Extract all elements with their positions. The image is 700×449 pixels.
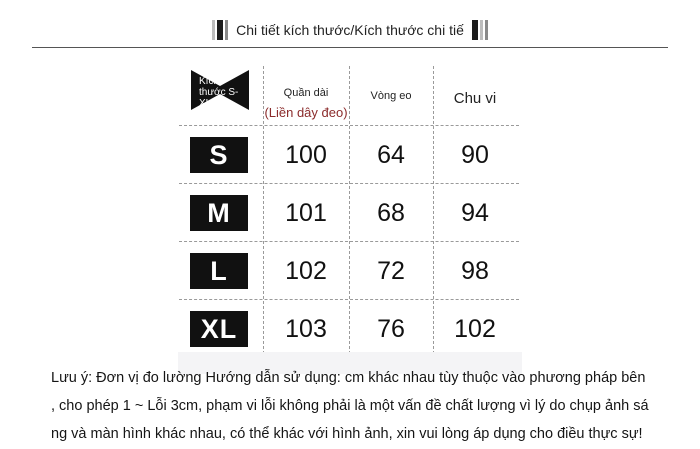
header-perimeter xyxy=(433,62,517,126)
table-row xyxy=(175,300,525,358)
note-line: , cho phép 1 ~ Lỗi 3cm, phạm vi lỗi không phải là một vấn đề chất lượng vì lý do chụp ảnh sá xyxy=(51,398,649,414)
pants-value: 102 xyxy=(285,256,327,285)
perimeter-value: 94 xyxy=(461,198,489,227)
header-pants-label: Quần dài xyxy=(283,86,329,99)
waist-value: 76 xyxy=(377,314,405,343)
header-perimeter-label: Chu vi xyxy=(453,90,497,107)
header-waist xyxy=(349,62,433,126)
table-row xyxy=(175,126,525,184)
perimeter-value: 90 xyxy=(461,140,489,169)
title-decoration-right xyxy=(472,19,488,41)
note-line: Lưu ý: Đơn vị đo lường Hướng dẫn sử dụng: cm khác nhau tùy thuộc vào phương pháp bên xyxy=(51,370,646,386)
title-bar xyxy=(0,14,700,46)
pants-value: 100 xyxy=(285,140,327,169)
size-table xyxy=(175,62,525,358)
title-decoration-left xyxy=(212,19,228,41)
table-header-row xyxy=(175,62,525,126)
header-pants xyxy=(263,62,349,126)
table-row xyxy=(175,184,525,242)
size-badge: M xyxy=(190,195,248,231)
size-badge: S xyxy=(190,137,248,173)
perimeter-value: 102 xyxy=(454,314,496,343)
header-pants-note: (Liền dây đeo) xyxy=(264,104,348,120)
size-badge: XL xyxy=(190,311,248,347)
waist-value: 68 xyxy=(377,198,405,227)
note-line: ng và màn hình khác nhau, có thể khác với hình ảnh, xin vui lòng áp dụng cho điều thực sự! xyxy=(51,426,643,442)
page-title: Chi tiết kích thước/Kích thước chi tiế xyxy=(236,22,464,38)
waist-value: 64 xyxy=(377,140,405,169)
table-row xyxy=(175,242,525,300)
pants-value: 101 xyxy=(285,198,327,227)
header-waist-label: Vòng eo xyxy=(370,90,412,102)
waist-value: 72 xyxy=(377,256,405,285)
size-badge: L xyxy=(190,253,248,289)
pants-value: 103 xyxy=(285,314,327,343)
corner-label: Kích thước S-XL xyxy=(199,76,239,109)
title-divider xyxy=(32,47,668,48)
perimeter-value: 98 xyxy=(461,256,489,285)
measurement-note xyxy=(51,364,671,448)
